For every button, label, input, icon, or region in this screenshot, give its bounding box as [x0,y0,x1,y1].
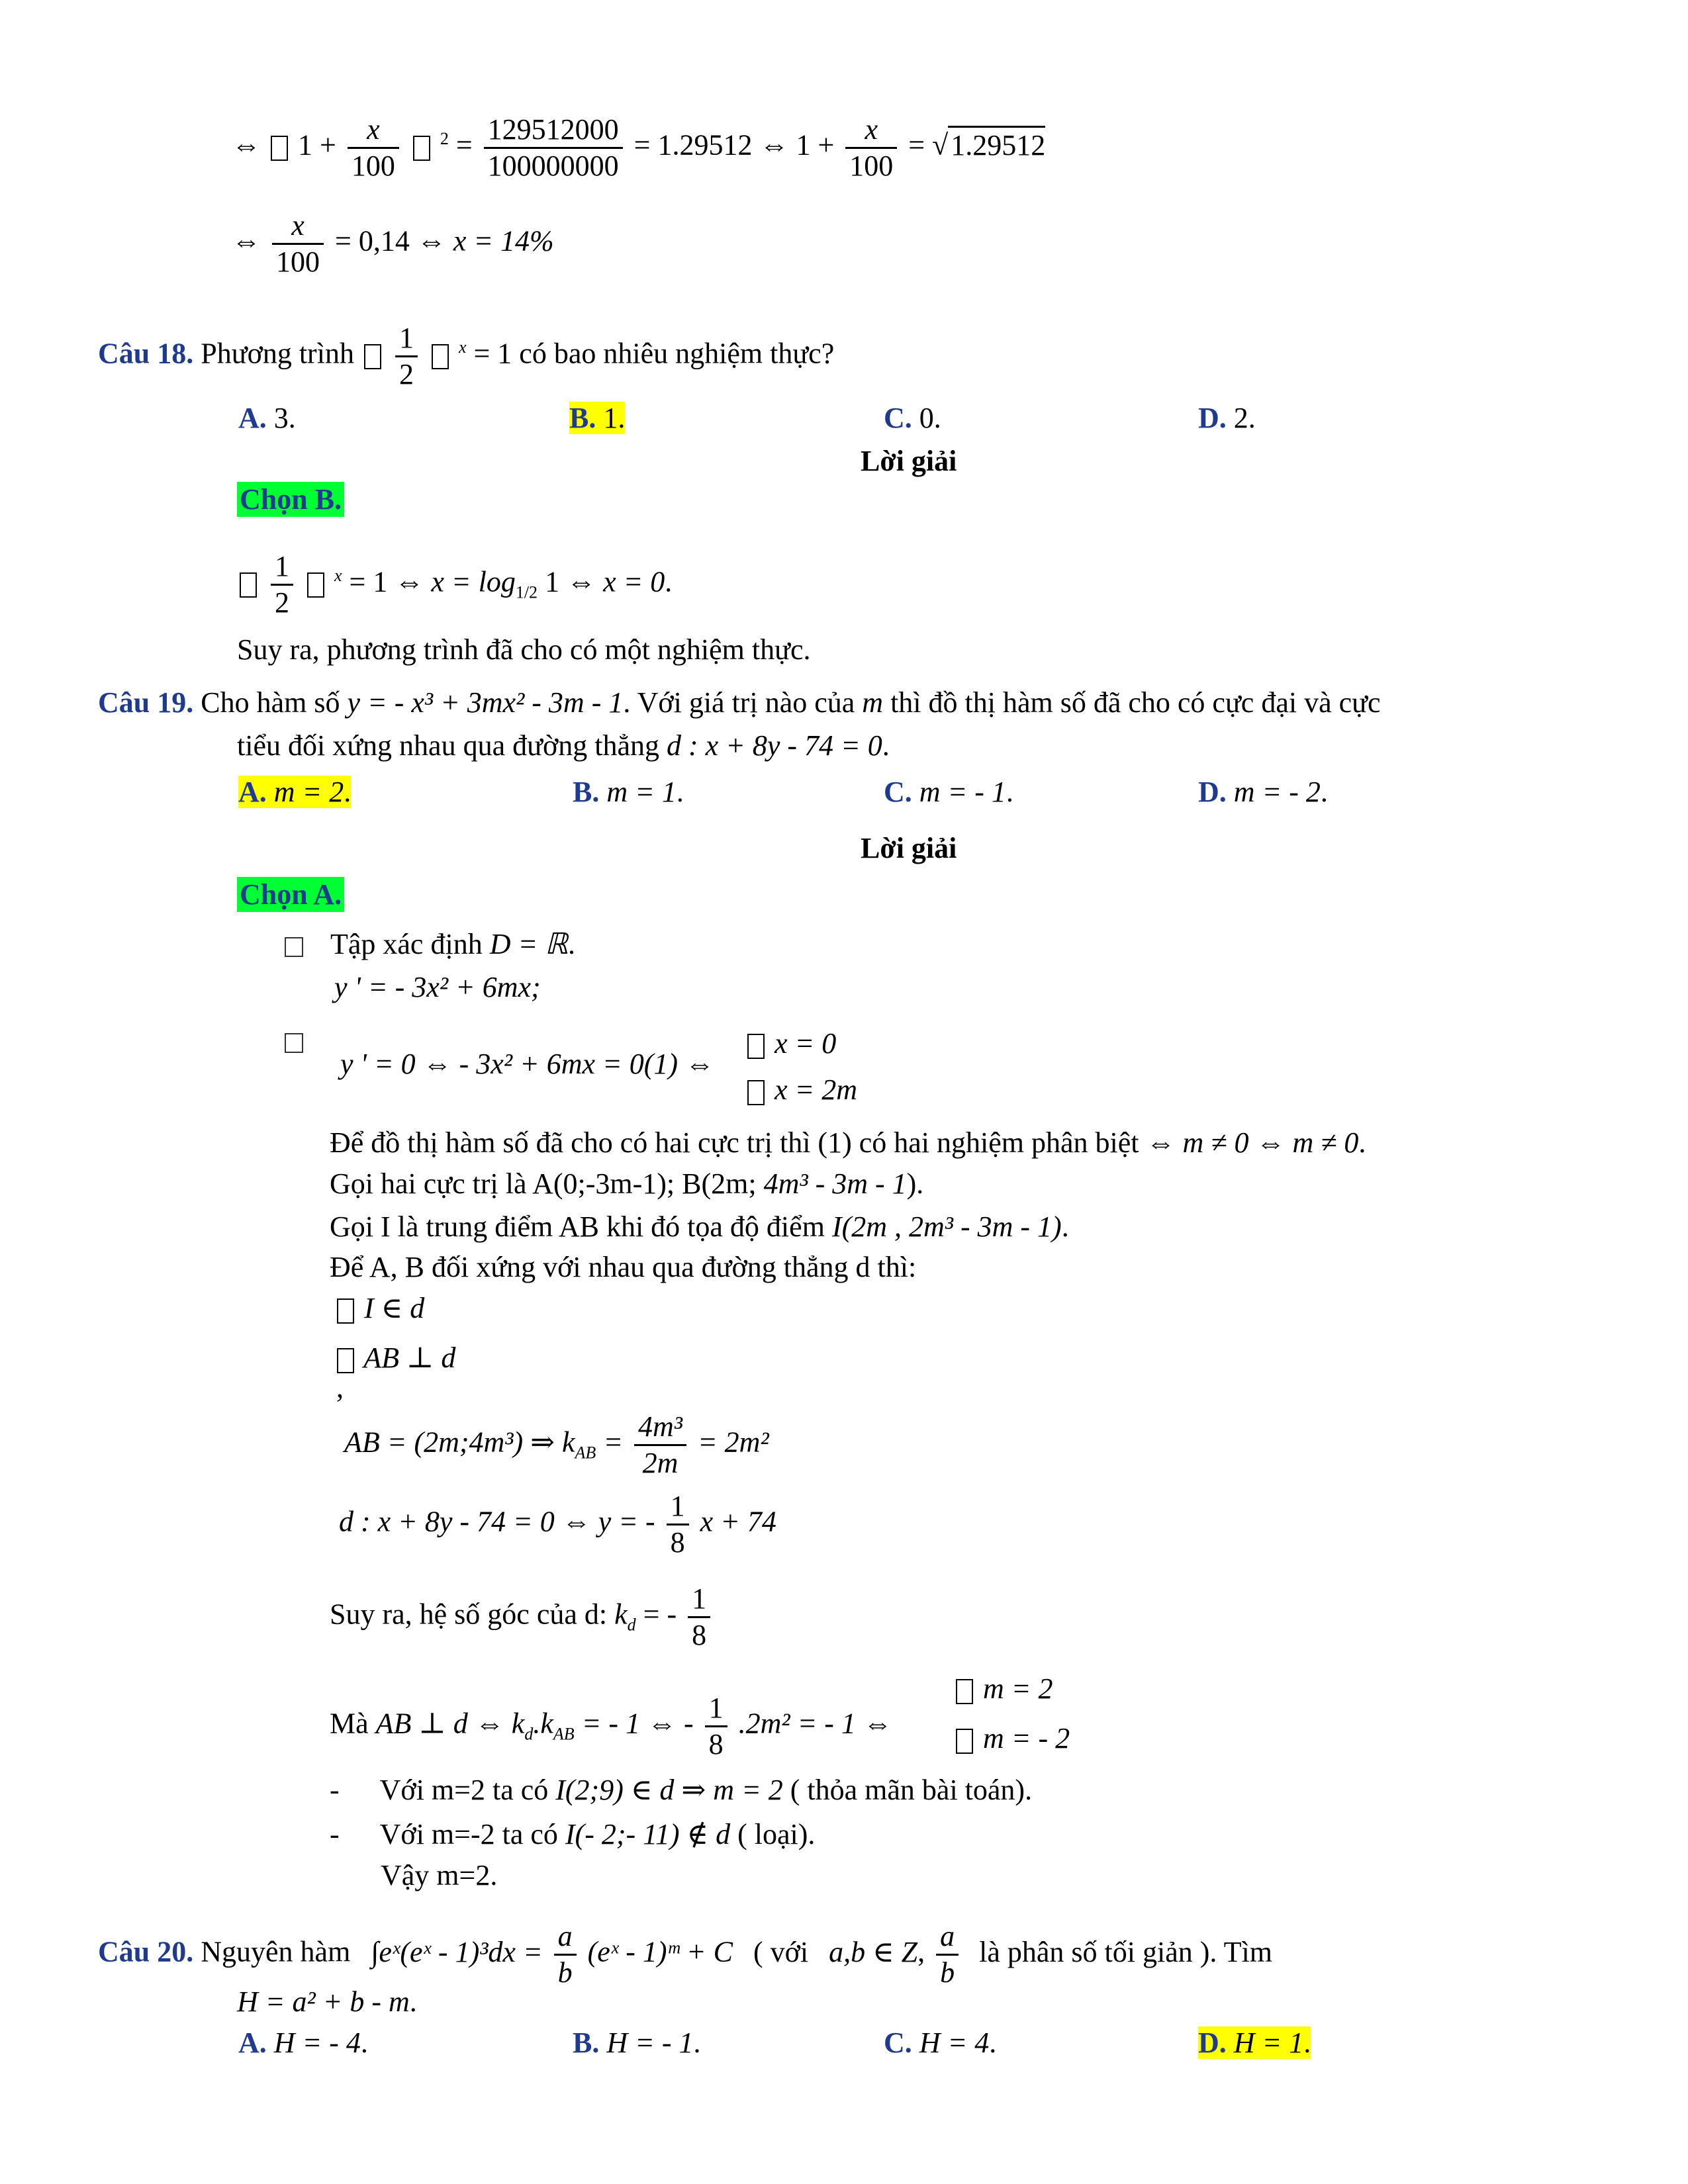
q19-step-14: - Với m=-2 ta có I(- 2;- 11) ∉ d ( loại). [330,1818,816,1850]
q20-option-d: D. H = 1. [1198,2026,1311,2059]
fraction-x-100: $\frac{x}{100}$ [845,113,897,183]
equiv-symbol: ⇔ [232,128,261,161]
q19-system-line-1: I ∈ d [334,1291,424,1326]
q19-step-1: Tập xác định D = ℝ. [285,927,575,962]
bracket-glyph [413,136,430,161]
exponent: 2 [440,128,449,148]
question-label: Câu 19. [98,686,194,719]
question-20: Câu 20. Nguyên hàm ∫eˣ(eˣ - 1)³dx = $\frac{a}{b}$ (eˣ - 1)ᵐ + C ( với a,b ∈ Z, $\frac{a}{b}$ là phân số tối giản ). Tìm [98,1920,1272,1989]
q19-conclusion: Vậy m=2. [381,1859,498,1891]
sqrt-symbol: = √ [908,128,949,161]
fraction-half: $\frac{1}{2}$ [395,321,418,392]
q19-step-3: y ' = 0 ⇔ - 3x² + 6mx = 0(1) ⇔ [285,1023,714,1058]
bracket-glyph [364,344,381,369]
q19-step-12-case-1: m = 2 [953,1671,1053,1707]
question-label: Câu 18. [98,337,194,370]
bracket-glyph [432,344,449,369]
fraction-a-b: $\frac{a}{b}$ [554,1919,577,1990]
fraction-half: $\frac{1}{2}$ [271,549,293,620]
bracket-glyph [271,136,288,161]
q19-step-3-case-1: x = 0 [745,1026,836,1062]
question-20-cont: H = a² + b - m. [237,1985,417,2018]
q18-chosen-answer: Chọn B. [237,482,344,518]
q20-option-b: B. H = - 1. [573,2026,701,2059]
bracket-glyph [956,1679,973,1704]
question-text: Phương trình [201,337,354,370]
bracket-glyph [307,572,324,598]
equation-line-2 [232,208,554,279]
q19-step-7: Để A, B đối xứng với nhau qua đường thẳng d thì: [330,1251,917,1283]
q18-solution-title: Lời giải [861,445,957,477]
equation-line-1 [232,113,1045,183]
question-label: Câu 20. [98,1935,194,1968]
q19-step-11: Suy ra, hệ số góc của d: $k_d$ = - $\frac{1}{8}$ [330,1582,714,1653]
q19-option-d: D. m = - 2. [1198,776,1328,808]
fraction-x-100: $\frac{x}{100}$ [348,113,399,183]
q19-step-4: Để đồ thị hàm số đã cho có hai cực trị thì (1) có hai nghiệm phân biệt ⇔ m ≠ 0 ⇔ m ≠ 0. [330,1126,1366,1159]
q19-step-12: Mà AB ⊥ d ⇔ $k_d.k_{AB}$ = - 1 ⇔ - $\frac{1}{8}$ .2m² = - 1 ⇔ [330,1692,892,1760]
question-18 [98,321,834,392]
q18-option-a: A. 3. [238,402,296,434]
question-text: = 1 có bao nhiêu nghiệm thực? [473,337,835,370]
sqrt-value: 1.29512 [948,126,1045,163]
q18-option-c: C. 0. [884,402,941,434]
fraction-a-b: $\frac{a}{b}$ [936,1919,959,1990]
q19-step-13: - Với m=2 ta có I(2;9) ∈ d ⇒ m = 2 ( thỏa mãn bài toán). [330,1774,1033,1806]
bracket-glyph [337,1298,354,1324]
eq-term: = 1.29512 ⇔ 1 + [633,128,835,161]
fraction-one-eighth: $\frac{1}{8}$ [688,1582,710,1653]
bracket-glyph [747,1080,765,1105]
eq-term: = [455,128,473,161]
q18-option-b: B. 1. [569,402,626,434]
q19-step-6: Gọi I là trung điểm AB khi đó tọa độ điểm I(2m , 2m³ - 3m - 1). [330,1210,1069,1243]
fraction-one-eighth: $\frac{1}{8}$ [667,1489,689,1560]
eq-term: 1 + [298,128,336,161]
eq-result: x = 14% [453,224,554,257]
q19-option-c: C. m = - 1. [884,776,1013,808]
q19-chosen-answer: Chọn A. [237,877,344,913]
checkbox-icon [285,1033,303,1053]
checkbox-icon [285,937,303,957]
q20-option-c: C. H = 4. [884,2026,997,2059]
fraction-large: $\frac{129512000}{100000000}$ [484,113,623,183]
q19-step-12-case-2: m = - 2 [953,1721,1070,1756]
bracket-glyph [747,1034,765,1059]
bracket-glyph [240,572,257,598]
equiv-symbol: ⇔ [232,224,261,257]
q18-step-1: $\frac{1}{2}$ $^x$ = 1 ⇔ $x = \log_{1/2} 1$ ⇔ x = 0. [237,549,672,620]
question-19: Câu 19. Cho hàm số y = - x³ + 3mx² - 3m - 1. Với giá trị nào của m thì đồ thị hàm số đã cho có cực đại và cực [98,686,1381,719]
q19-system-comma: , [336,1371,344,1404]
q19-step-9: AB = (2m;4m³) ⇒ $k_{AB}$ = $\frac{\text{4m³}}{2m}$ = 2m² [344,1410,769,1479]
fraction-x-100: $\frac{x}{100}$ [272,208,324,279]
q19-step-10: d : x + 8y - 74 = 0 ⇔ y = - $\frac{1}{8}$ x + 74 [339,1490,776,1559]
q19-step-3-case-2: x = 2m [745,1072,857,1108]
exponent: x [458,337,467,357]
q18-step-2: Suy ra, phương trình đã cho có một nghiệm thực. [237,633,811,666]
fraction-k-ab: $\frac{\text{4m³}}{2m}$ [634,1410,686,1480]
q19-option-b: B. m = 1. [573,776,684,808]
q19-step-5: Gọi hai cực trị là A(0;-3m-1); B(2m; 4m³ - 3m - 1). [330,1167,924,1200]
q20-option-a: A. H = - 4. [238,2026,368,2059]
fraction-one-eighth: $\frac{1}{8}$ [705,1691,727,1762]
eq-term: = 0,14 ⇔ [335,224,446,257]
q19-option-a: A. m = 2. [238,776,352,808]
q19-system-line-2: AB ⊥ d [334,1340,455,1376]
q19-step-2: y ' = - 3x² + 6mx; [334,971,541,1003]
q19-solution-title: Lời giải [861,832,957,864]
bracket-glyph [956,1729,973,1754]
q18-option-d: D. 2. [1198,402,1256,434]
question-19-cont: tiểu đối xứng nhau qua đường thẳng d : x + 8y - 74 = 0. [237,729,890,762]
